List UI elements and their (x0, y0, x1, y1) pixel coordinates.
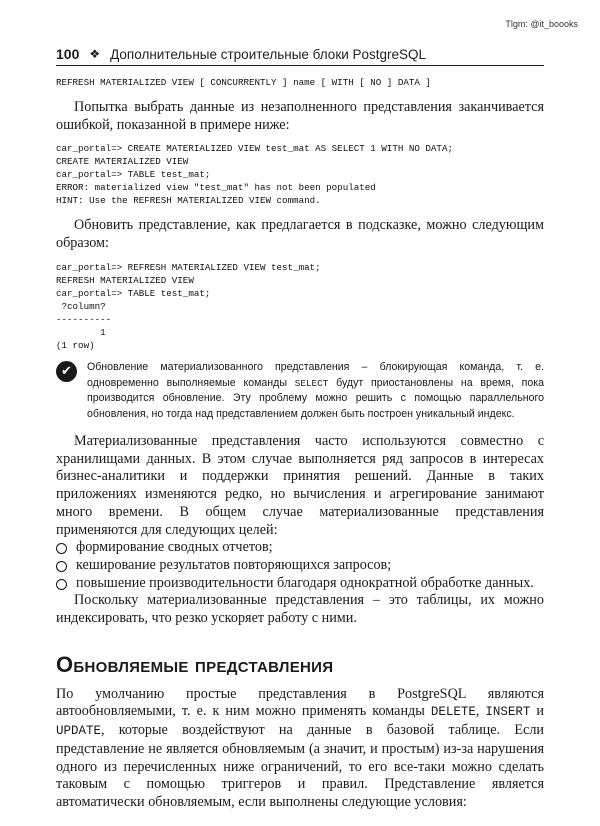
code-block-error: car_portal=> CREATE MATERIALIZED VIEW test_mat AS SELECT 1 WITH NO DATA; CREATE MATERIALIZED VIEW car_portal=> TABLE test_mat; ERROR: materialized view "test_mat" has not been populated HINT: Use the REFRESH MATERIALIZED VIEW command. (56, 143, 453, 207)
list-item: повышение производительности благодаря однократной обработке данных. (56, 575, 544, 593)
page-number: 100 (56, 46, 80, 62)
inline-code: UPDATE (56, 724, 101, 739)
note-box (56, 360, 544, 423)
paragraph: Обновить представление, как предлагается в подсказке, можно следующим образом: (56, 217, 544, 252)
diamond-ornament-icon: ❖ (89, 47, 101, 61)
paragraph: Попытка выбрать данные из незаполненного представления заканчивается ошибкой, показанной в примере ниже: (56, 99, 544, 133)
circle-bullet-icon (56, 543, 67, 554)
paragraph: Материализованные представления часто используются совместно с хранилищами данных. В этом случае выполняется ряд запросов в интересах бизнес-аналитики и поддержки принятия решений. Данные в таких приложениях изменяются редко, но вычисления и агрегирование занимают много времени. В общем случае материализованные представления применяются для следующих целей: (56, 433, 544, 538)
page-header (56, 44, 544, 66)
section-heading: Обновляемые представления (56, 651, 334, 677)
watermark: Tlgm: @it_boooks (505, 19, 578, 29)
note-text: Обновление материализованного представления – блокирующая команда, т. е. одновременно выполняемые команды SELECT будут приостановлены на время, пока производится обновление. Эту проблему можно решить с помощью параллельного обновления, но тогда над представлением должен быть построен уникальный индекс. (87, 360, 544, 421)
paragraph: Поскольку материализованные представления – это таблицы, их можно индексировать, что резко ускоряет работу с ними. (56, 592, 544, 627)
code-block-syntax: REFRESH MATERIALIZED VIEW [ CONCURRENTLY ] name [ WITH [ NO ] DATA ] (56, 77, 431, 88)
paragraph: По умолчанию простые представления в PostgreSQL являются автообновляемыми, т. е. к ним можно применять команды DELETE, INSERT и UPDATE, которые воздействуют на данные в базовой таблице. Если представление не является обновляемым (а значит, и простым) из-за нарушения одного из перечисленных ниже ограничений, то его все-таки можно сделать таковым с помощью триггеров и правил. Представление является автоматически обновляемым, если выполнены следующие условия: (56, 685, 545, 810)
checkmark-circle-icon: ✔ (56, 361, 77, 382)
code-block-refresh: car_portal=> REFRESH MATERIALIZED VIEW test_mat; REFRESH MATERIALIZED VIEW car_portal=> TABLE test_mat; ?column? ---------- 1 (1 row) (56, 261, 321, 351)
list-item: формирование сводных отчетов; (56, 539, 544, 557)
page-body (56, 76, 544, 812)
running-title: Дополнительные строительные блоки PostgreSQL (110, 47, 427, 62)
list-item: кеширование результатов повторяющихся запросов; (56, 557, 544, 575)
circle-bullet-icon (56, 579, 67, 590)
circle-bullet-icon (56, 561, 67, 572)
inline-code: DELETE (430, 705, 476, 720)
inline-code: INSERT (485, 705, 531, 720)
bullet-list (56, 539, 544, 592)
inline-code: SELECT (294, 377, 329, 389)
